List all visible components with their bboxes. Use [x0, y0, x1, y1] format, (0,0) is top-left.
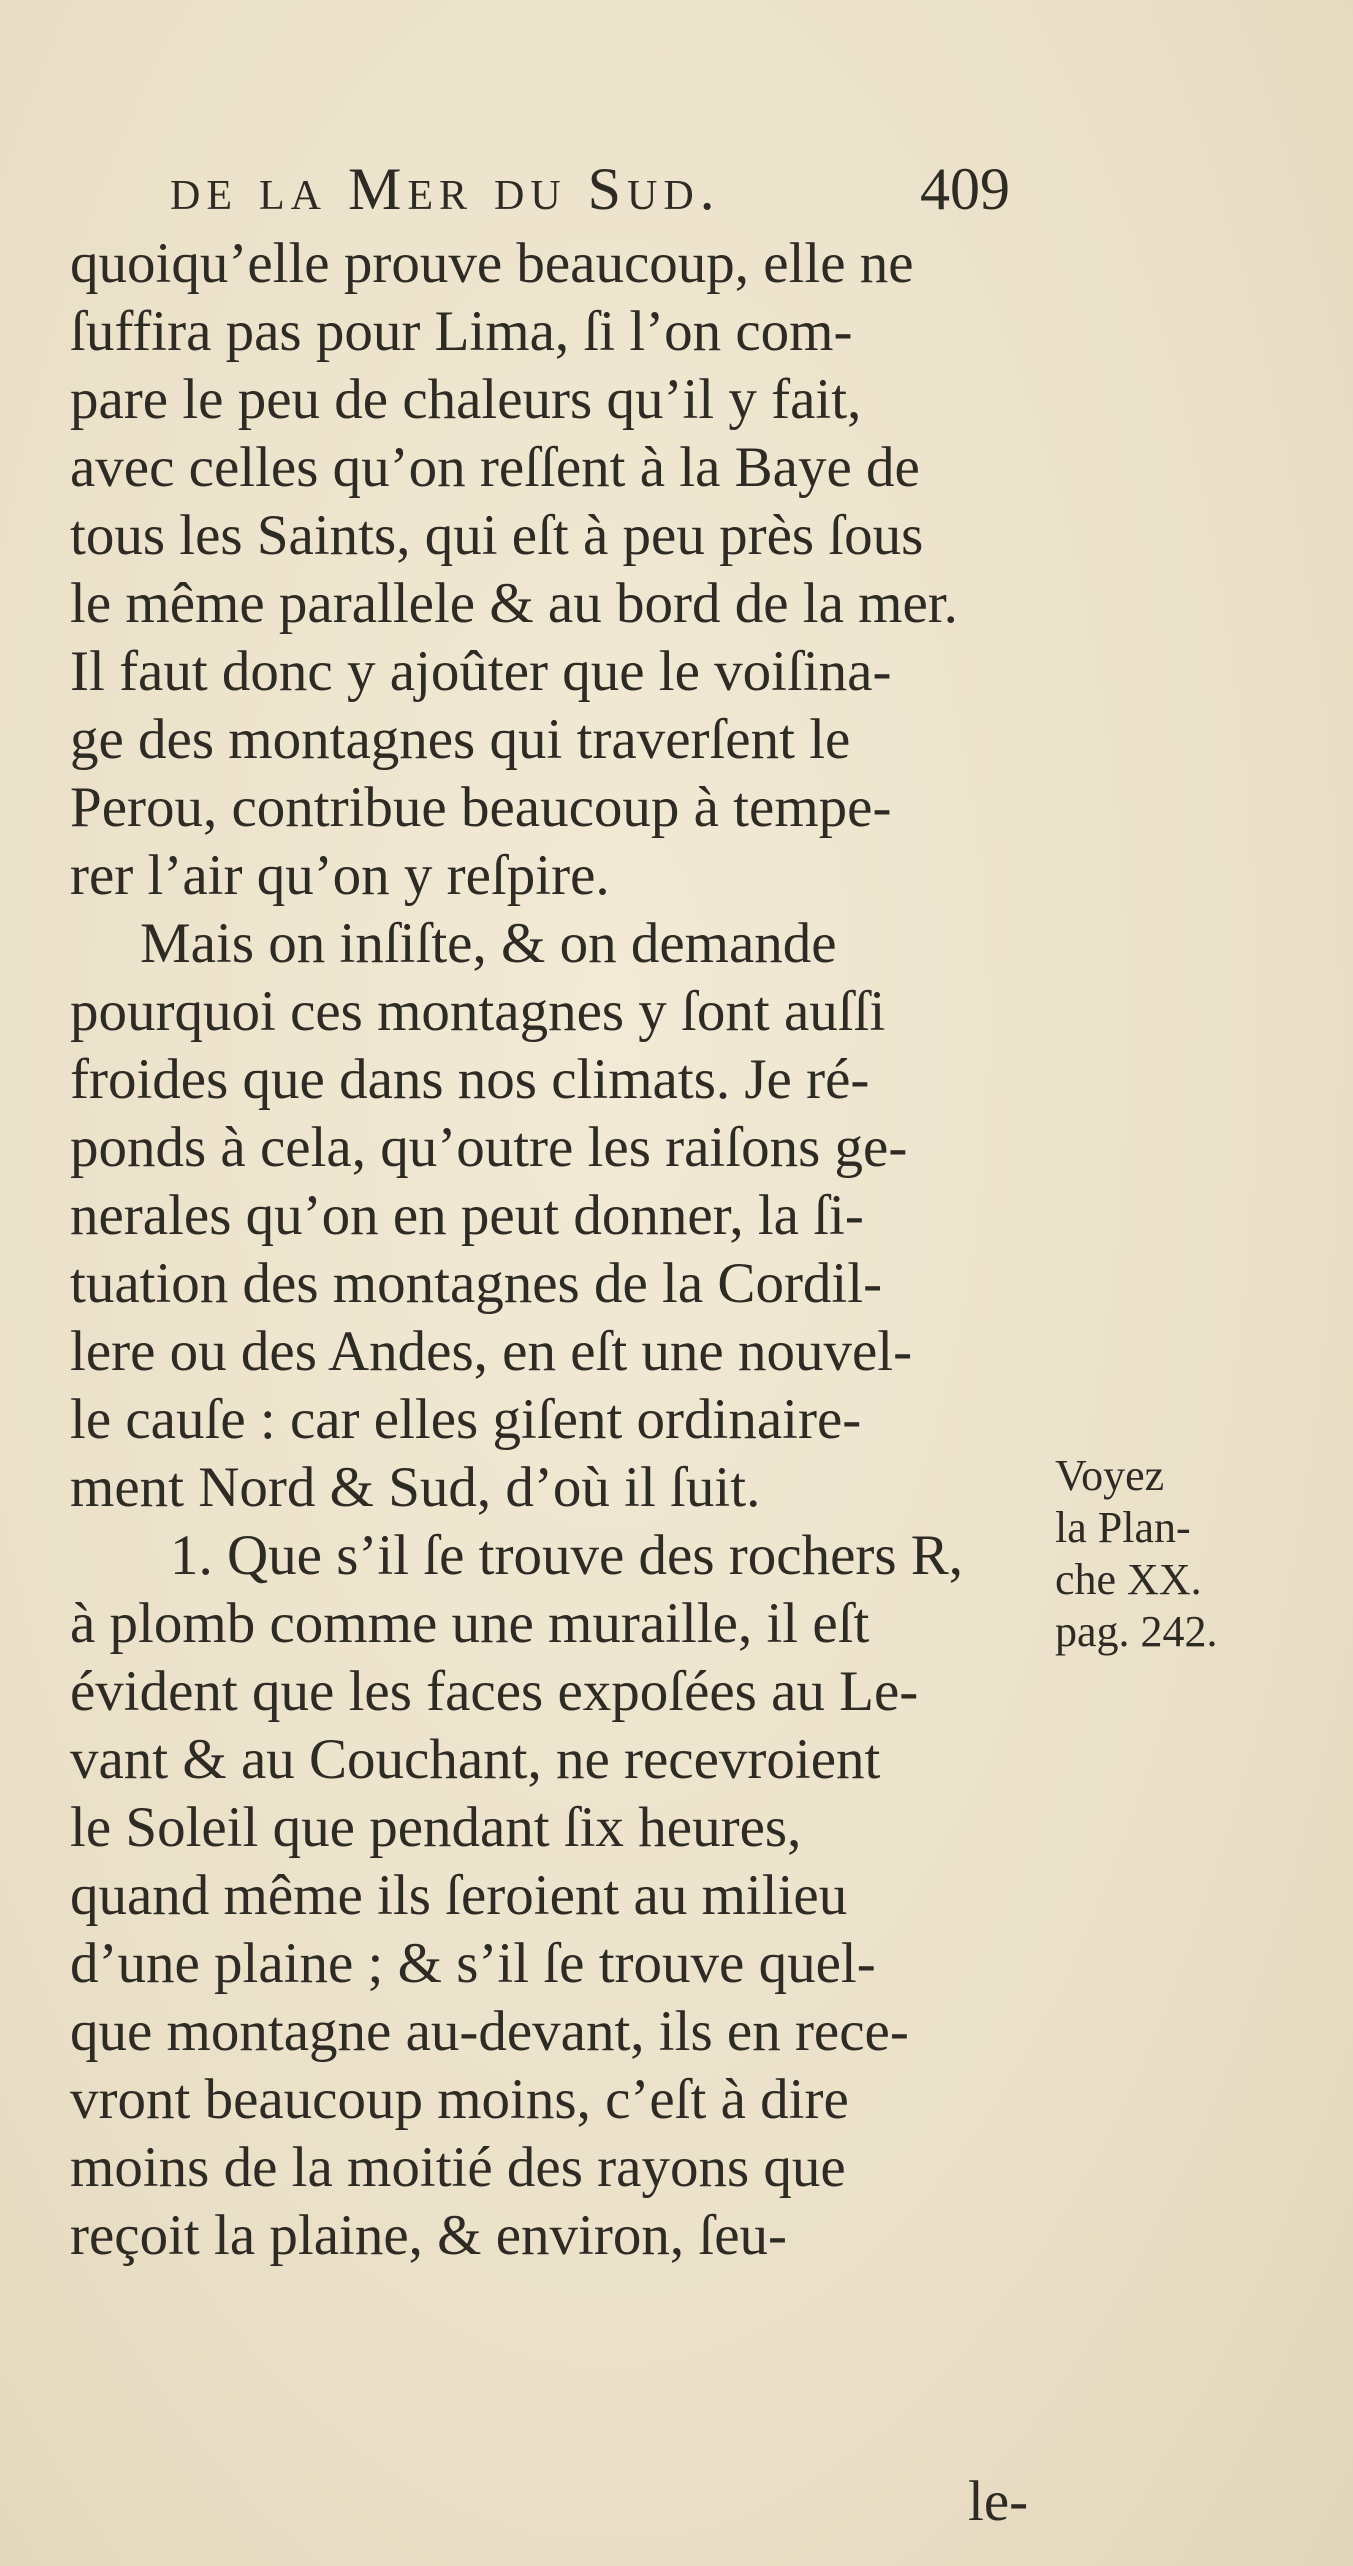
margin-note-line: la Plan- [1055, 1503, 1191, 1552]
page-number: 409 [920, 156, 1010, 222]
text-line: 1. Que s’il ſe trouve des rochers R, [170, 1524, 964, 1587]
text-line: reçoit la plaine, & environ, ſeu- [70, 2204, 787, 2267]
text-line: pare le peu de chaleurs qu’il y fait, [70, 368, 862, 431]
text-line: Perou, contribue beaucoup à tempe- [70, 776, 892, 839]
catchword: le- [968, 2470, 1029, 2533]
text-line: ment Nord & Sud, d’où il ſuit. [70, 1456, 761, 1519]
text-line: tuation des montagnes de la Cordil- [70, 1252, 883, 1315]
text-line: nerales qu’on en peut donner, la ſi- [70, 1184, 864, 1247]
text-line: moins de la moitié des rayons que [70, 2136, 846, 2199]
text-line: Il faut donc y ajoûter que le voiſina- [70, 640, 892, 703]
text-line: d’une plaine ; & s’il ſe trouve quel- [70, 1932, 876, 1995]
text-line: ſuffira pas pour Lima, ſi l’on com- [70, 300, 853, 363]
margin-note-line: Voyez [1055, 1451, 1165, 1500]
text-line: que montagne au-devant, ils en rece- [70, 2000, 909, 2063]
text-line: le cauſe : car elles giſent ordinaire- [70, 1388, 862, 1451]
text-line: quand même ils ſeroient au milieu [70, 1864, 848, 1927]
text-line: ponds à cela, qu’outre les raiſons ge- [70, 1116, 908, 1179]
text-line: le même parallele & au bord de la mer. [70, 572, 958, 635]
text-line: vant & au Couchant, ne recevroient [70, 1728, 881, 1791]
text-line: rer l’air qu’on y reſpire. [70, 844, 610, 907]
text-line: Mais on inſiſte, & on demande [140, 912, 837, 975]
text-line: froides que dans nos climats. Je ré- [70, 1048, 870, 1111]
text-line: évident que les faces expoſées au Le- [70, 1660, 919, 1723]
text-line: vront beaucoup moins, c’eſt à dire [70, 2068, 849, 2131]
text-line: ge des montagnes qui traverſent le [70, 708, 851, 771]
running-title: de la Mer du Sud. [170, 156, 721, 222]
margin-note-line: pag. 242. [1055, 1607, 1218, 1656]
text-line: le Soleil que pendant ſix heures, [70, 1796, 802, 1859]
text-line: quoiqu’elle prouve beaucoup, elle ne [70, 232, 914, 295]
margin-note-line: che XX. [1055, 1555, 1202, 1604]
text-line: à plomb comme une muraille, il eſt [70, 1592, 870, 1655]
text-line: lere ou des Andes, en eſt une nouvel- [70, 1320, 913, 1383]
running-head [0, 155, 1040, 235]
text-line: tous les Saints, qui eſt à peu près ſous [70, 504, 924, 567]
text-line: pourquoi ces montagnes y ſont auſſi [70, 980, 886, 1043]
text-line: avec celles qu’on reſſent à la Baye de [70, 436, 920, 499]
